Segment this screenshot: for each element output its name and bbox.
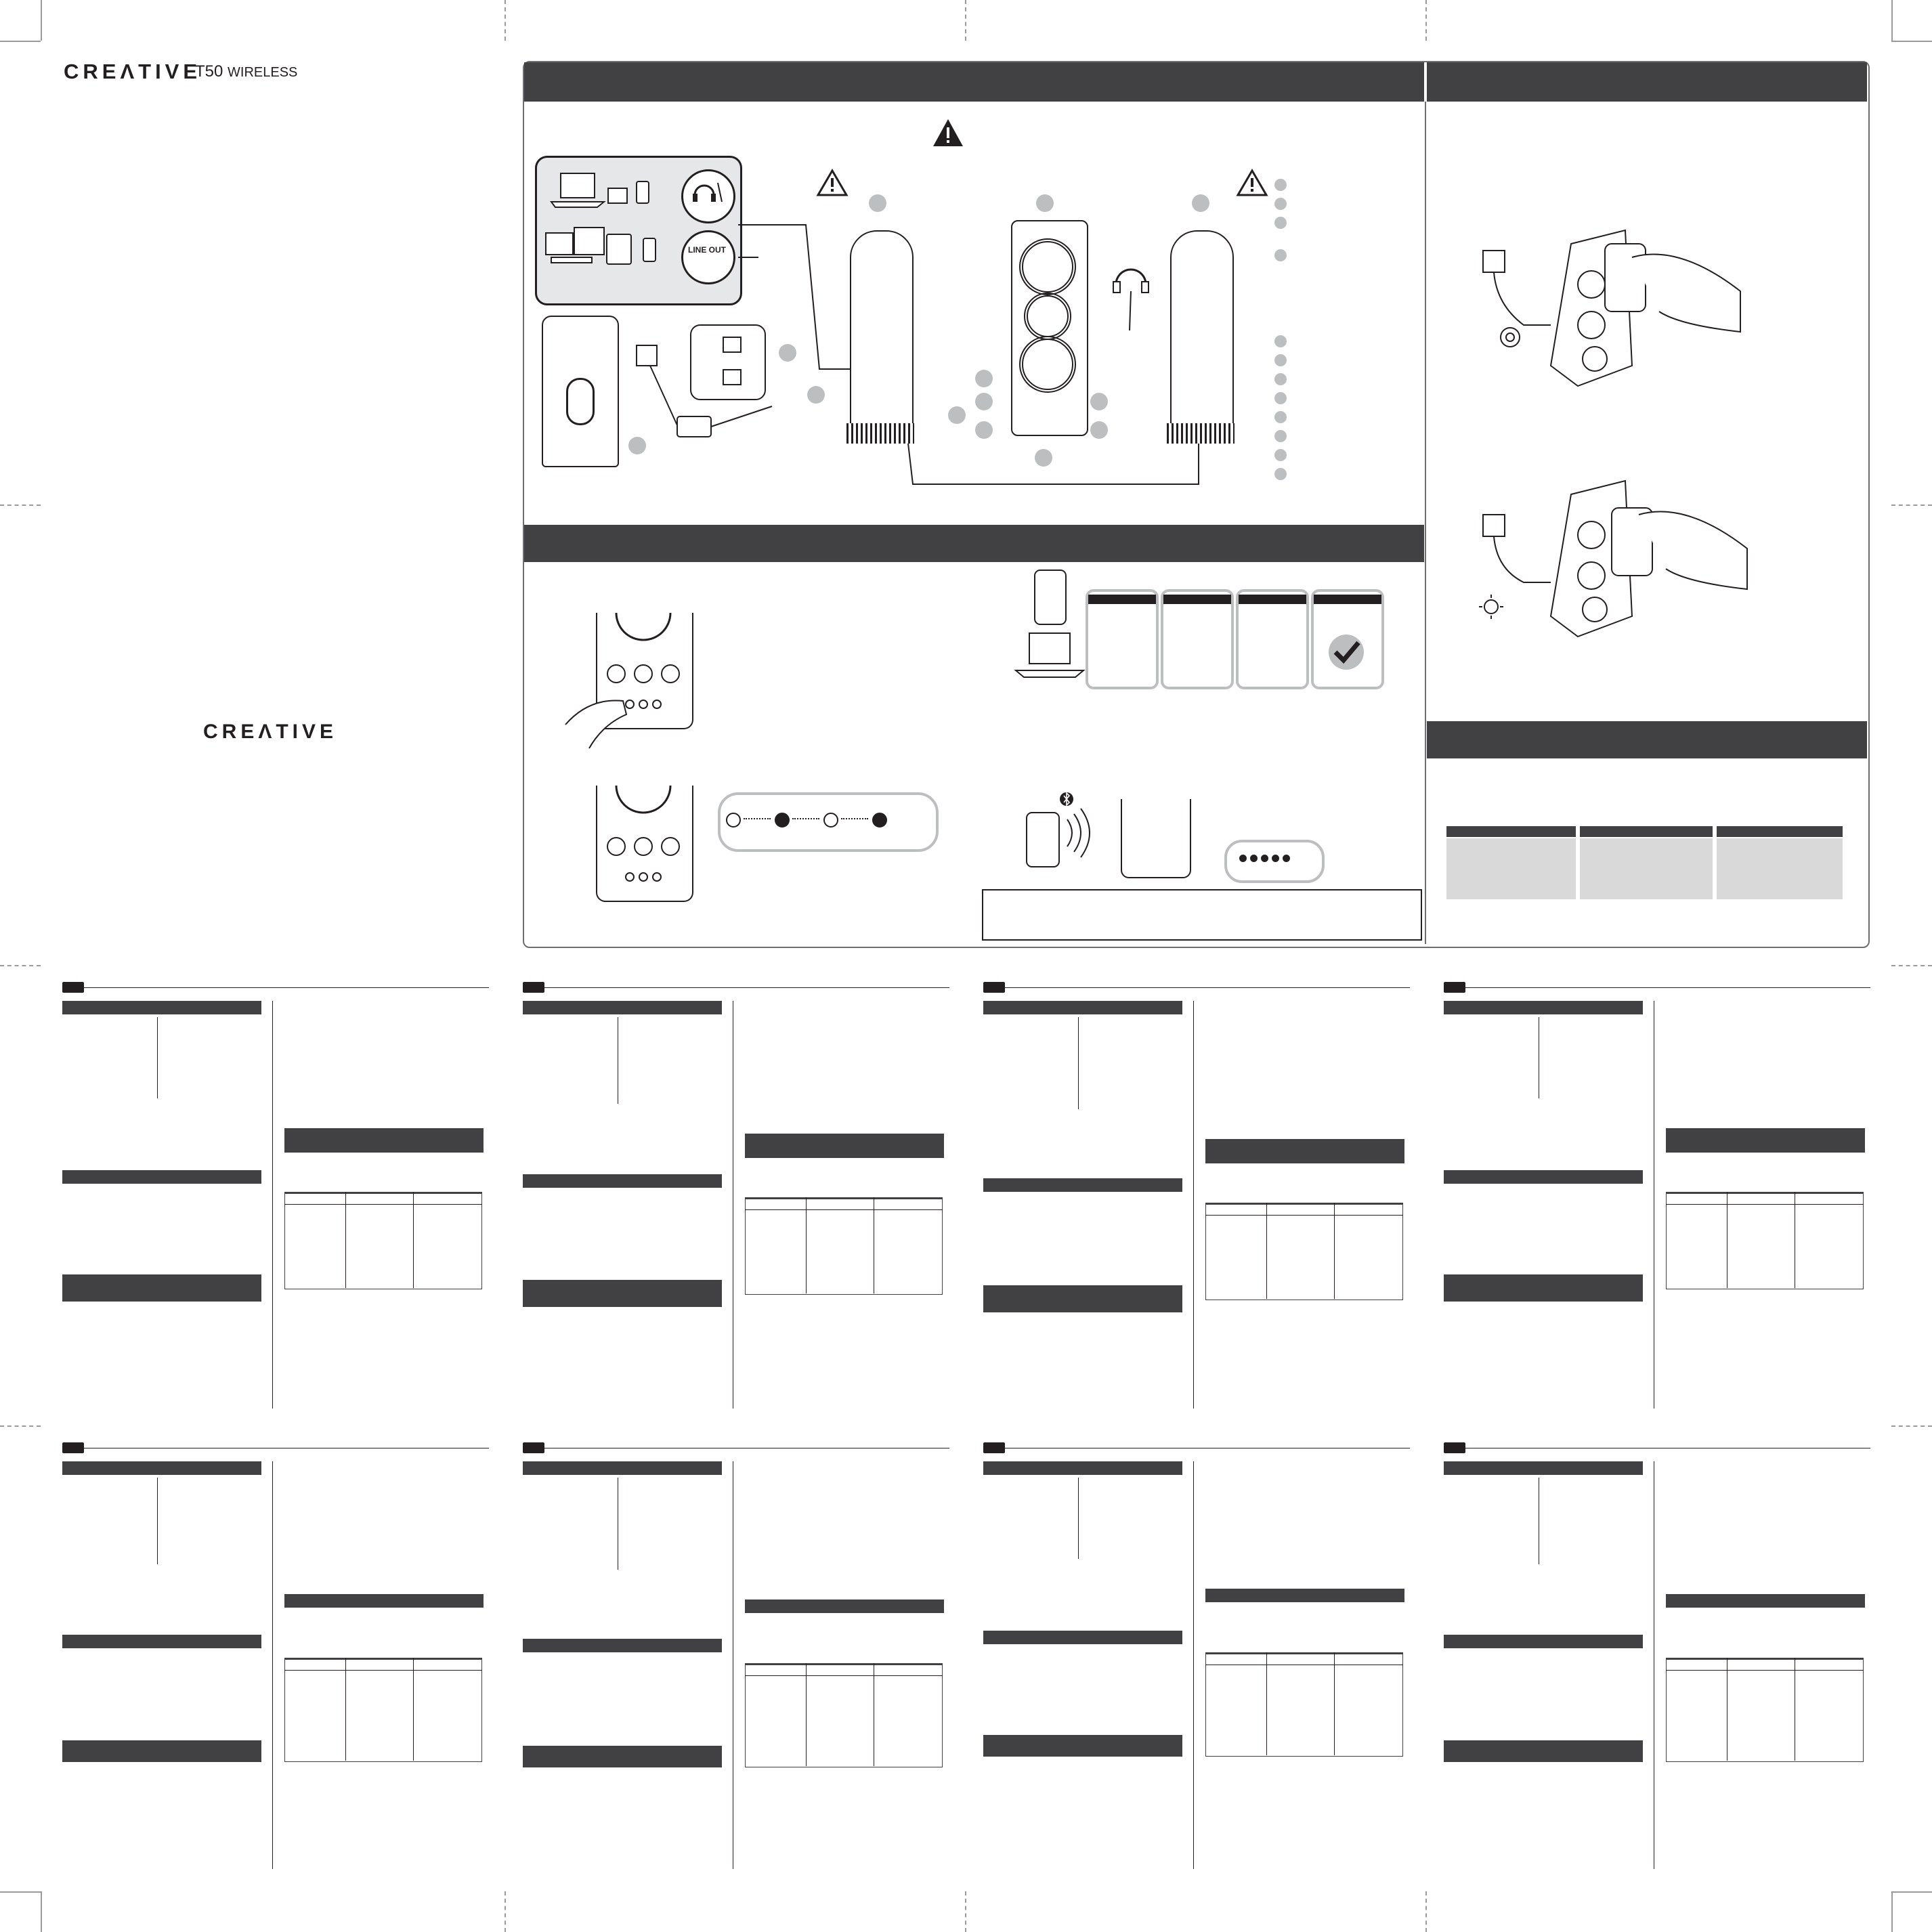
section-header-bar	[983, 1735, 1182, 1757]
section-header-bar	[983, 1631, 1182, 1644]
headphone-icon-right	[1111, 257, 1151, 332]
line-out-jack-callout	[681, 230, 735, 284]
panel-divider	[1425, 102, 1426, 944]
page-column-rule	[1193, 1001, 1194, 1409]
nfc-pairing-illustration-top	[1476, 230, 1761, 406]
specs-table	[745, 1663, 943, 1767]
led-off-icon	[726, 813, 741, 828]
section-header-bar	[1444, 1001, 1643, 1014]
specs-table	[745, 1197, 943, 1295]
section-header-bar	[523, 1461, 722, 1475]
control-panel-illustration-3	[1121, 799, 1191, 878]
specs-table-cell-2	[1580, 838, 1713, 899]
specs-header-bar	[745, 1134, 944, 1158]
table-col-divider	[413, 1658, 414, 1761]
phone-laptop-illustration	[1009, 569, 1090, 684]
table-col-divider	[1334, 1652, 1335, 1755]
specs-header-bar	[1205, 1589, 1404, 1602]
specs-table-cell-3	[1717, 838, 1843, 899]
left-speaker-back	[850, 230, 914, 436]
specs-header-bar	[284, 1128, 484, 1153]
woofer-bottom	[1019, 336, 1076, 393]
language-page	[983, 1442, 1410, 1869]
nfc-header-bar	[1427, 62, 1867, 102]
table-col-divider	[1266, 1652, 1267, 1755]
specs-header-bar	[1205, 1139, 1404, 1163]
specs-header-bar	[745, 1600, 944, 1613]
page-rule	[84, 987, 489, 988]
pairing-dot-icon	[1283, 855, 1290, 862]
specs-header-bar	[284, 1594, 484, 1608]
section-header-bar	[1444, 1170, 1643, 1184]
led-off-icon	[823, 813, 838, 828]
section-header-bar	[983, 1178, 1182, 1192]
led-on-icon	[775, 813, 790, 828]
woofer-middle	[1024, 293, 1071, 340]
section-header-bar	[983, 1461, 1182, 1475]
pairing-dot-icon	[1272, 855, 1279, 862]
section-header-bar	[1444, 1740, 1643, 1762]
pairing-dot-icon	[1261, 855, 1268, 862]
page-rule	[544, 987, 949, 988]
language-page	[1444, 1442, 1870, 1869]
pairing-dot-icon	[1239, 855, 1247, 862]
specs-table	[284, 1192, 482, 1289]
specs-table	[1666, 1192, 1864, 1289]
warning-triangle-icon	[932, 118, 964, 148]
section-header-bar	[523, 1639, 722, 1652]
page-rule	[1005, 987, 1410, 988]
table-header-rule	[745, 1209, 943, 1210]
table-col-divider	[345, 1192, 346, 1288]
specs-header-bar	[1666, 1594, 1865, 1608]
table-col-divider	[345, 1658, 346, 1761]
language-page	[523, 1442, 949, 1869]
column-divider	[157, 1017, 158, 1098]
section-header-bar	[1444, 1274, 1643, 1302]
table-header-rule	[1666, 1670, 1864, 1671]
left-speaker-stand	[846, 423, 914, 444]
table-col-divider	[806, 1197, 807, 1293]
check-icon	[1327, 633, 1365, 671]
line-out-label: LINE OUT	[688, 245, 726, 255]
section-header-bar	[1444, 1635, 1643, 1648]
specs-table-header-3	[1717, 826, 1843, 837]
note-box	[982, 889, 1422, 941]
section-header-bar	[983, 1285, 1182, 1312]
arrow-icon	[841, 818, 868, 819]
language-code-badge	[523, 1442, 544, 1453]
section-header-bar	[62, 1635, 261, 1648]
finger-press-illustration-1	[562, 684, 637, 752]
source-devices-illustration	[542, 163, 677, 295]
table-header-rule	[745, 1675, 943, 1676]
pairing-dots	[1239, 853, 1314, 864]
table-col-divider	[413, 1192, 414, 1288]
page-column-rule	[1193, 1461, 1194, 1869]
section-header-bar	[523, 1001, 722, 1014]
nfc-pairing-illustration-bottom	[1476, 474, 1761, 650]
led-sequence	[726, 807, 929, 832]
language-code-badge	[1444, 982, 1465, 993]
specs-table-header-1	[1446, 826, 1576, 837]
language-page	[62, 982, 489, 1409]
language-code-badge	[62, 982, 84, 993]
language-page	[1444, 982, 1870, 1409]
table-col-divider	[1334, 1203, 1335, 1299]
table-col-divider	[806, 1663, 807, 1766]
led-on-icon	[872, 813, 887, 828]
section-header-bar	[62, 1274, 261, 1302]
language-code-badge	[983, 1442, 1005, 1453]
language-page	[523, 982, 949, 1409]
model-name	[195, 62, 297, 81]
back-brand-logo: CREΛTIVE	[203, 721, 338, 743]
section-header-bar	[62, 1740, 261, 1762]
specs-header-bar	[1666, 1128, 1865, 1153]
model-number: T50	[195, 62, 223, 81]
warning-triangle-icon-left	[817, 169, 848, 196]
specs-table	[1205, 1652, 1403, 1757]
specs-table	[1205, 1203, 1403, 1300]
control-panel-knobs-2	[596, 786, 691, 901]
section-header-bar	[62, 1170, 261, 1184]
power-icon	[1499, 326, 1521, 348]
language-page	[983, 982, 1410, 1409]
language-page	[62, 1442, 489, 1869]
specs-table	[1666, 1658, 1864, 1762]
setup-header-bar	[524, 62, 1424, 102]
headphone-icon	[691, 177, 723, 206]
page-rule	[1465, 987, 1870, 988]
language-code-badge	[983, 982, 1005, 993]
warning-triangle-icon-right	[1237, 169, 1268, 196]
column-divider	[157, 1478, 158, 1564]
brand-logo: CREΛTIVE	[64, 60, 202, 83]
column-divider	[1078, 1017, 1079, 1109]
subwoofer-port	[566, 378, 595, 425]
language-code-badge	[62, 1442, 84, 1453]
section-header-bar	[62, 1001, 261, 1014]
arrow-icon	[792, 818, 819, 819]
section-header-bar	[1444, 1461, 1643, 1475]
bluetooth-phone-illustration	[1023, 772, 1097, 874]
section-header-bar	[983, 1001, 1182, 1014]
page-column-rule	[272, 1001, 273, 1409]
power-adapter-illustration	[623, 325, 772, 454]
table-header-rule	[284, 1204, 482, 1205]
specs-table-cell-1	[1446, 838, 1576, 899]
section-header-bar	[523, 1174, 722, 1188]
model-suffix: WIRELESS	[228, 65, 298, 80]
language-code-badge	[1444, 1442, 1465, 1453]
section-header-bar	[62, 1461, 261, 1475]
power-icon-lit	[1478, 593, 1505, 620]
table-header-rule	[1205, 1215, 1403, 1216]
page-column-rule	[272, 1461, 273, 1869]
language-code-badge	[523, 982, 544, 993]
bluetooth-header-bar	[524, 525, 1424, 562]
specs-header-bar	[1427, 721, 1867, 758]
bluetooth-icon	[1060, 789, 1073, 809]
right-speaker-stand	[1167, 423, 1235, 444]
table-col-divider	[1266, 1203, 1267, 1299]
section-header-bar	[523, 1746, 722, 1767]
table-header-rule	[1666, 1204, 1864, 1205]
woofer-top	[1019, 238, 1076, 295]
connection-cables	[731, 203, 1219, 494]
specs-table-header-2	[1580, 826, 1713, 837]
column-divider	[1078, 1478, 1079, 1559]
arrow-icon	[744, 818, 771, 819]
section-header-bar	[523, 1280, 722, 1307]
right-speaker-back	[1170, 230, 1234, 436]
specs-table	[284, 1658, 482, 1762]
pairing-dot-icon	[1250, 855, 1258, 862]
table-header-rule	[284, 1670, 482, 1671]
